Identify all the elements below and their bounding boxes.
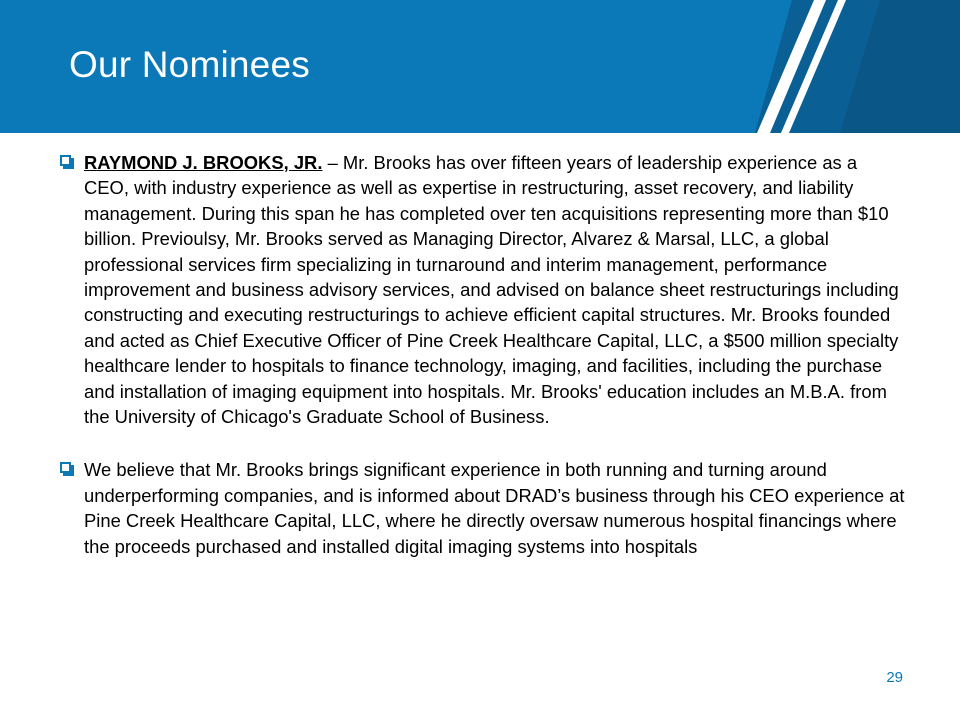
- checkbox-bullet-icon: [60, 155, 71, 166]
- nominee-bio-text: – Mr. Brooks has over fifteen years of leadership experience as a CEO, with industry experience as well as expertise in restructuring, asset recovery, and liability management. During this span he has completed over ten acquisitions representing more than $10 billion. Previoulsy, Mr. Brooks served as Managing Director, Alvarez & Marsal, LLC, a global professional services firm specializing in turnaround and interim management, performance improvement and business advisory services, and advised on balance sheet restructurings including constructing and executing restructurings to achieve efficient capital structures. Mr. Brooks founded and acted as Chief Executive Officer of Pine Creek Healthcare Capital, LLC, a $500 million specialty healthcare lender to hospitals to finance technology, imaging, and facilities, including the purchase and installation of imaging equipment into hospitals. Mr. Brooks' education includes an M.B.A. from the University of Chicago's Graduate School of Business.: [84, 152, 899, 428]
- bullet-item-nominee-bio: [60, 150, 905, 429]
- title-banner: [0, 0, 960, 133]
- nominee-content: [60, 150, 905, 559]
- bullet-item-assessment: [60, 457, 905, 559]
- page-title: Our Nominees: [69, 44, 310, 85]
- page-number: 29: [886, 669, 903, 686]
- checkbox-bullet-icon: [60, 462, 71, 473]
- assessment-text: We believe that Mr. Brooks brings significant experience in both running and turning around underperforming companies, and is informed about DRAD’s business through his CEO experience at Pine Creek Healthcare Capital, LLC, where he directly oversaw numerous hospital financings where the proceeds purchased and installed digital imaging systems into hospitals: [84, 459, 905, 557]
- nominee-name: RAYMOND J. BROOKS, JR.: [84, 152, 323, 173]
